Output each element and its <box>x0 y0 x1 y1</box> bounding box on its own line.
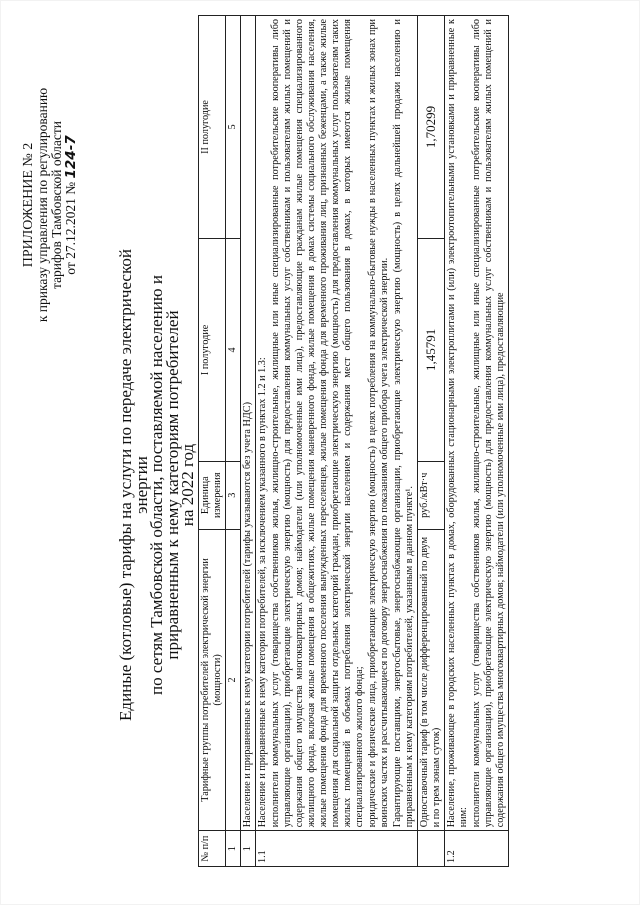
appendix-title: ПРИЛОЖЕНИЕ № 2 <box>21 142 36 268</box>
title-line-1: Единые (котловые) тарифы на услуги по передаче электрической энергии <box>116 249 151 721</box>
header-first-half: I полугодие <box>199 238 226 461</box>
appendix-header <box>22 80 78 330</box>
paragraph: Население и приравненные к нему категории потребителей, за исключением указанного в пунктах 1.2 и 1.3: <box>257 357 268 828</box>
row-group-description <box>256 16 418 831</box>
header-unit: Единица измерения <box>199 461 226 529</box>
col-number: 3 <box>226 461 241 529</box>
column-number-row <box>226 16 241 867</box>
header-num: № п/п <box>199 831 226 867</box>
appendix-date: от 27.12.2021 № <box>63 181 78 275</box>
col-number: 2 <box>226 529 241 831</box>
row-number: 1.1 <box>256 831 418 867</box>
row-section-title: Население и приравненные к нему категории потребителей (тарифы указываются без учета НДС) <box>241 16 256 831</box>
title-line-3: на 2022 год <box>178 443 197 527</box>
appendix-line-2: тарифов Тамбовской области <box>49 121 64 289</box>
document-title <box>118 225 196 745</box>
paragraph: Население, проживающее в городских населенных пунктах в домах, оборудованных стационарными электроплитами и (или) электроотопительными установками и приравненные к ним: <box>446 19 469 828</box>
tariff-second-half: 1,70299 <box>418 16 445 239</box>
col-number: 1 <box>226 831 241 867</box>
table-header-row <box>199 16 226 867</box>
table-row <box>256 16 418 867</box>
appendix-order-number: 124-7 <box>63 135 79 179</box>
appendix-date-line <box>64 80 78 330</box>
title-line-2: по сетям Тамбовской области, поставляемой населению и приравненным к нему категориям потребителей <box>147 275 182 695</box>
paragraph: юридические и физические лица, приобретающие электрическую энергию (мощность) в целях потребления на коммунально-бытовые нужды в населенных пунктах и жилых зонах при воинских частях и рассчитывающиеся по договору энергоснабжения по показаниям общего прибора учета электрической энергии. <box>367 19 390 828</box>
table-row <box>418 16 445 867</box>
row-number: 1.2 <box>445 831 509 867</box>
col-number: 5 <box>226 16 241 239</box>
table-row <box>445 16 509 867</box>
tariff-type: Одноставочный тариф (в том числе дифференцированный по двум и по трем зонам суток) <box>418 529 445 831</box>
paragraph: исполнители коммунальных услуг (товарищества собственников жилья, жилищно-строительные, жилищные или иные специализированные потребительские кооперативы либо управляющие организации), приобретающие электрическую энергию (мощность) для предоставления коммунальных услуг собственникам и пользователям жилых помещений и содержания общего имущества многоквартирных домов; наймодатели (или уполномоченные ими лица), предоставляющие гражданам жилые помещения специализированного жилищного фонда, включая жилые помещения в общежитиях, жилые помещения маневренного фонда, жилые помещения в домах системы социального обслуживания населения, жилые помещения фонда для временного поселения вынужденных переселенцев, жилые помещения фонда для временного проживания лиц, признанных беженцами, а также жилые помещения для социальной защиты отдельных категорий граждан, приобретающие электрическую энергию (мощность) для предоставления коммунальных услуг пользователям таких жилых помещений в объемах потребления электрической энергии населением и содержания мест общего пользования в домах, в которых имеются жилые помещения специализированного жилого фонда; <box>270 19 365 828</box>
appendix-line-1: к приказу управления по регулированию <box>35 87 50 323</box>
tariff-table <box>198 15 509 867</box>
unit-value: руб./кВт·ч <box>418 461 445 529</box>
col-number: 4 <box>226 238 241 461</box>
row-number <box>418 831 445 867</box>
paragraph: исполнители коммунальных услуг (товарищества собственников жилья, жилищно-строительные, жилищные или иные специализированные потребительские кооперативы либо управляющие организации), приобретающие электрическую энергию (мощность) для предоставления коммунальных услуг собственникам и пользователям жилых помещений и содержания общего имущества многоквартирных домов; наймодатели (или уполномоченные ими лица), предоставляющие <box>471 19 506 828</box>
row-number: 1 <box>241 831 256 867</box>
tariff-first-half: 1,45791 <box>418 238 445 461</box>
paragraph: Гарантирующие поставщики, энергосбытовые, энергоснабжающие организации, приобретающие электрическую энергию (мощность) в целях дальнейшей продажи населению и приравненным к нему категориям потребителей, указанным в данном пункте¹. <box>392 19 415 828</box>
table-row <box>241 16 256 867</box>
header-second-half: II полугодие <box>199 16 226 239</box>
row-group-description <box>445 16 509 831</box>
header-group: Тарифные группы потребителей электрической энергии (мощности) <box>199 529 226 831</box>
